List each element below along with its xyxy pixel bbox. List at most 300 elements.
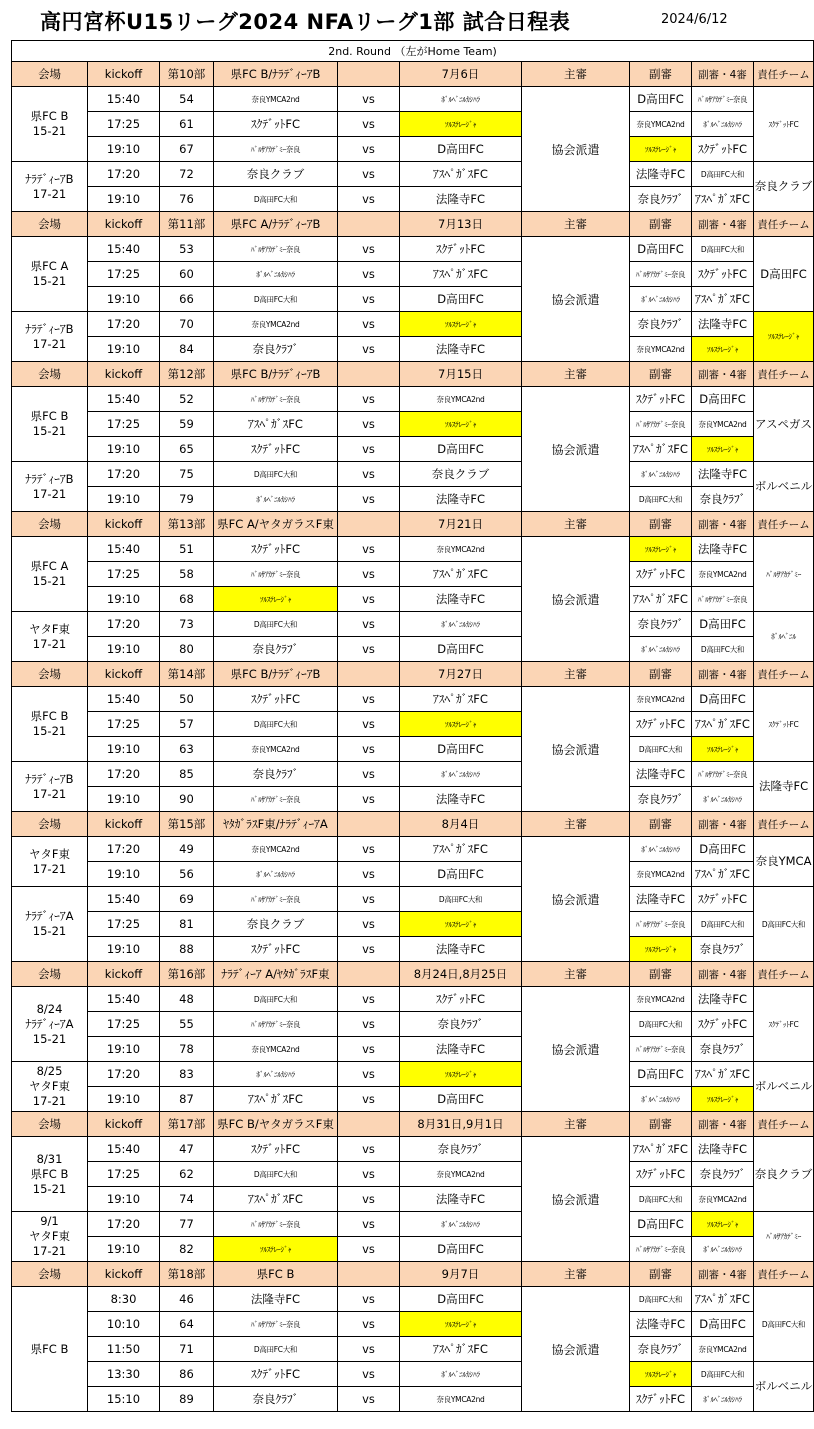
match-row <box>12 437 814 462</box>
home-team: ｽｸﾃﾞｯﾄFC <box>214 437 338 462</box>
venue-header: 会場 <box>12 1112 88 1137</box>
kickoff-time: 19:10 <box>88 337 160 362</box>
venue-header: 会場 <box>12 962 88 987</box>
away-team: D高田FC <box>400 862 522 887</box>
versus-label: vs <box>338 637 400 662</box>
assistant4-header: 副審・4審 <box>692 62 754 87</box>
match-number: 61 <box>160 112 214 137</box>
away-team: ｿﾙｽﾃﾚｰｼﾞｬ <box>400 412 522 437</box>
assistant-referee: D高田FC大和 <box>630 487 692 512</box>
match-number: 68 <box>160 587 214 612</box>
home-team: ﾊﾞﾙｻｱｶﾃﾞﾐｰ奈良 <box>214 562 338 587</box>
home-team: ｿﾙｽﾃﾚｰｼﾞｬ <box>214 587 338 612</box>
venue-cell <box>12 1212 88 1262</box>
venue-line: ﾅﾗﾃﾞｨｰｱA <box>25 1016 74 1031</box>
blank-header <box>338 362 400 387</box>
venue-header: 会場 <box>12 812 88 837</box>
assistant-header: 副審 <box>630 662 692 687</box>
venue-line: ﾅﾗﾃﾞｨｰｱA <box>25 909 74 923</box>
responsible-team: 奈良クラブ <box>754 162 814 212</box>
match-number: 65 <box>160 437 214 462</box>
versus-label: vs <box>338 237 400 262</box>
section-venues: ﾅﾗﾃﾞｨｰｱ A/ﾔﾀｶﾞﾗｽF東 <box>214 962 338 987</box>
home-team: ﾊﾞﾙｻｱｶﾃﾞﾐｰ奈良 <box>214 137 338 162</box>
section-header-row <box>12 1112 814 1137</box>
schedule-table <box>11 40 814 1412</box>
match-row <box>12 862 814 887</box>
match-row <box>12 837 814 862</box>
match-number: 66 <box>160 287 214 312</box>
referee-header: 主審 <box>522 362 630 387</box>
away-team: 法隆寺FC <box>400 587 522 612</box>
referee-cell: 協会派遣 <box>522 237 630 362</box>
versus-label: vs <box>338 287 400 312</box>
assistant-referee: ﾊﾞﾙｻｱｶﾃﾞﾐｰ奈良 <box>630 412 692 437</box>
kickoff-time: 19:10 <box>88 787 160 812</box>
venue-line: 県FC B <box>30 1166 69 1181</box>
section-date: 8月24日,8月25日 <box>400 962 522 987</box>
venue-line: ヤタF東 <box>29 1079 70 1093</box>
assistant-referee: ﾊﾞﾙｻｱｶﾃﾞﾐｰ奈良 <box>630 262 692 287</box>
responsible-team: 奈良クラブ <box>754 1137 814 1212</box>
assistant-referee: D高田FC <box>630 237 692 262</box>
fourth-official: ﾊﾞﾙｻｱｶﾃﾞﾐｰ奈良 <box>692 762 754 787</box>
home-team: ｱｽﾍﾟｶﾞｽFC <box>214 1187 338 1212</box>
versus-label: vs <box>338 187 400 212</box>
venue-cell <box>12 387 88 462</box>
fourth-official: ﾎﾞﾙﾍﾞﾆﾙｶｼﾊﾗ <box>692 1237 754 1262</box>
venue-header: 会場 <box>12 212 88 237</box>
home-team: D高田FC大和 <box>214 1337 338 1362</box>
kickoff-time: 17:25 <box>88 1162 160 1187</box>
venue-line: 県FC A <box>30 259 69 273</box>
kickoff-time: 17:25 <box>88 562 160 587</box>
assistant-referee: D高田FC <box>630 87 692 112</box>
home-team: 奈良ｸﾗﾌﾞ <box>214 1387 338 1412</box>
assistant-referee: ｿﾙｽﾃﾚｰｼﾞｬ <box>630 937 692 962</box>
referee-cell: 協会派遣 <box>522 687 630 812</box>
responsible-team: ﾊﾞﾙｻｱｶﾃﾞﾐｰ <box>754 1212 814 1262</box>
fourth-official: 法隆寺FC <box>692 462 754 487</box>
assistant-header: 副審 <box>630 1262 692 1287</box>
match-number: 72 <box>160 162 214 187</box>
section-header-row <box>12 662 814 687</box>
kickoff-time: 17:20 <box>88 162 160 187</box>
match-number: 69 <box>160 887 214 912</box>
home-team: ﾊﾞﾙｻｱｶﾃﾞﾐｰ奈良 <box>214 1312 338 1337</box>
home-team: ﾊﾞﾙｻｱｶﾃﾞﾐｰ奈良 <box>214 387 338 412</box>
assistant4-header: 副審・4審 <box>692 812 754 837</box>
away-team: D高田FC <box>400 637 522 662</box>
venue-line: 17-21 <box>32 486 67 501</box>
fourth-official: D高田FC <box>692 687 754 712</box>
home-team: D高田FC大和 <box>214 1162 338 1187</box>
assistant-referee: ｽｸﾃﾞｯﾄFC <box>630 712 692 737</box>
match-number: 46 <box>160 1287 214 1312</box>
home-team: 奈良ｸﾗﾌﾞ <box>214 637 338 662</box>
match-row <box>12 1062 814 1087</box>
blank-header <box>338 512 400 537</box>
venue-cell <box>12 462 88 512</box>
section-header-row <box>12 362 814 387</box>
assistant-referee: ｽｸﾃﾞｯﾄFC <box>630 1387 692 1412</box>
referee-cell: 協会派遣 <box>522 537 630 662</box>
section-header-row <box>12 512 814 537</box>
match-number: 58 <box>160 562 214 587</box>
match-number: 79 <box>160 487 214 512</box>
home-team: ﾎﾞﾙﾍﾞﾆﾙｶｼﾊﾗ <box>214 862 338 887</box>
assistant4-header: 副審・4審 <box>692 212 754 237</box>
fourth-official: 奈良ｸﾗﾌﾞ <box>692 1037 754 1062</box>
responsible-header: 責任チーム <box>754 662 814 687</box>
referee-header: 主審 <box>522 1262 630 1287</box>
away-team: ｿﾙｽﾃﾚｰｼﾞｬ <box>400 1312 522 1337</box>
away-team: 奈良クラブ <box>400 462 522 487</box>
versus-label: vs <box>338 1137 400 1162</box>
kickoff-header: kickoff <box>88 512 160 537</box>
fourth-official: ｽｸﾃﾞｯﾄFC <box>692 137 754 162</box>
assistant-referee: ｽｸﾃﾞｯﾄFC <box>630 562 692 587</box>
kickoff-time: 15:40 <box>88 1137 160 1162</box>
assistant-referee: ﾊﾞﾙｻｱｶﾃﾞﾐｰ奈良 <box>630 1037 692 1062</box>
fourth-official: 奈良YMCA2nd <box>692 412 754 437</box>
away-team: D高田FC <box>400 437 522 462</box>
section-date: 8月4日 <box>400 812 522 837</box>
match-number: 53 <box>160 237 214 262</box>
responsible-team: D高田FC大和 <box>754 1287 814 1362</box>
page-title: 高円宮杯U15リーグ2024 NFAリーグ1部 試合日程表 <box>40 10 571 34</box>
versus-label: vs <box>338 737 400 762</box>
assistant-referee: 奈良ｸﾗﾌﾞ <box>630 1337 692 1362</box>
assistant-referee: ﾊﾞﾙｻｱｶﾃﾞﾐｰ奈良 <box>630 1237 692 1262</box>
section-header-row <box>12 212 814 237</box>
assistant-header: 副審 <box>630 62 692 87</box>
fourth-official: 法隆寺FC <box>692 987 754 1012</box>
assistant-referee: D高田FC大和 <box>630 1287 692 1312</box>
responsible-team: アスペガス <box>754 387 814 462</box>
kickoff-time: 17:25 <box>88 912 160 937</box>
referee-header: 主審 <box>522 62 630 87</box>
kickoff-time: 17:25 <box>88 412 160 437</box>
away-team: ﾎﾞﾙﾍﾞﾆﾙｶｼﾊﾗ <box>400 1362 522 1387</box>
section-venues: 県FC B/ﾅﾗﾃﾞｨｰｱB <box>214 662 338 687</box>
venue-line: 15-21 <box>32 124 67 138</box>
kickoff-time: 19:10 <box>88 737 160 762</box>
section-header-row <box>12 1262 814 1287</box>
fourth-official: D高田FC <box>692 837 754 862</box>
match-row <box>12 937 814 962</box>
home-team: ｱｽﾍﾟｶﾞｽFC <box>214 1087 338 1112</box>
kickoff-time: 11:50 <box>88 1337 160 1362</box>
fourth-official: 奈良YMCA2nd <box>692 1337 754 1362</box>
match-number: 88 <box>160 937 214 962</box>
fourth-official: 奈良ｸﾗﾌﾞ <box>692 1162 754 1187</box>
assistant-header: 副審 <box>630 812 692 837</box>
blank-header <box>338 62 400 87</box>
kickoff-header: kickoff <box>88 812 160 837</box>
away-team: 奈良ｸﾗﾌﾞ <box>400 1012 522 1037</box>
fourth-official: D高田FC <box>692 387 754 412</box>
venue-cell <box>12 987 88 1062</box>
match-number: 70 <box>160 312 214 337</box>
assistant-referee: ﾊﾞﾙｻｱｶﾃﾞﾐｰ奈良 <box>630 912 692 937</box>
venue-line: 17-21 <box>32 336 67 351</box>
kickoff-time: 19:10 <box>88 487 160 512</box>
versus-label: vs <box>338 337 400 362</box>
kickoff-time: 19:10 <box>88 137 160 162</box>
responsible-team: ｽｸﾃﾞｯﾄFC <box>754 987 814 1062</box>
blank-header <box>338 1262 400 1287</box>
kickoff-time: 17:25 <box>88 262 160 287</box>
venue-line: ﾅﾗﾃﾞｨｰｱB <box>25 771 74 786</box>
home-team: 奈良YMCA2nd <box>214 1037 338 1062</box>
fourth-official: ｱｽﾍﾟｶﾞｽFC <box>692 1287 754 1312</box>
section-date: 7月13日 <box>400 212 522 237</box>
match-row <box>12 87 814 112</box>
match-number: 71 <box>160 1337 214 1362</box>
versus-label: vs <box>338 1212 400 1237</box>
blank-header <box>338 962 400 987</box>
versus-label: vs <box>338 137 400 162</box>
away-team: 奈良YMCA2nd <box>400 387 522 412</box>
match-row <box>12 637 814 662</box>
venue-header: 会場 <box>12 62 88 87</box>
fourth-official: ｱｽﾍﾟｶﾞｽFC <box>692 862 754 887</box>
blank-header <box>338 212 400 237</box>
versus-label: vs <box>338 1287 400 1312</box>
fourth-official: ｿﾙｽﾃﾚｰｼﾞｬ <box>692 737 754 762</box>
home-team: 法隆寺FC <box>214 1287 338 1312</box>
responsible-header: 責任チーム <box>754 1112 814 1137</box>
venue-line: ヤタF東 <box>29 1229 70 1243</box>
match-number: 89 <box>160 1387 214 1412</box>
assistant-referee: 奈良YMCA2nd <box>630 337 692 362</box>
home-team: 奈良ｸﾗﾌﾞ <box>214 762 338 787</box>
home-team: 奈良ｸﾗﾌﾞ <box>214 337 338 362</box>
versus-label: vs <box>338 837 400 862</box>
kickoff-time: 15:40 <box>88 237 160 262</box>
match-row <box>12 687 814 712</box>
versus-label: vs <box>338 262 400 287</box>
kickoff-time: 19:10 <box>88 637 160 662</box>
section-header-row <box>12 962 814 987</box>
match-row <box>12 387 814 412</box>
assistant-referee: 奈良ｸﾗﾌﾞ <box>630 612 692 637</box>
away-team: ｿﾙｽﾃﾚｰｼﾞｬ <box>400 912 522 937</box>
match-number: 82 <box>160 1237 214 1262</box>
assistant-referee: D高田FC大和 <box>630 1187 692 1212</box>
fourth-official: ｽｸﾃﾞｯﾄFC <box>692 1012 754 1037</box>
venue-line: ﾅﾗﾃﾞｨｰｱB <box>25 321 74 336</box>
away-team: D高田FC <box>400 137 522 162</box>
fourth-official: 奈良ｸﾗﾌﾞ <box>692 487 754 512</box>
match-row <box>12 312 814 337</box>
match-row <box>12 237 814 262</box>
venue-line: ﾅﾗﾃﾞｨｰｱB <box>25 471 74 486</box>
match-row <box>12 537 814 562</box>
home-team: ﾊﾞﾙｻｱｶﾃﾞﾐｰ奈良 <box>214 887 338 912</box>
venue-cell <box>12 87 88 162</box>
match-row <box>12 262 814 287</box>
blank-header <box>338 812 400 837</box>
match-row <box>12 137 814 162</box>
kickoff-time: 19:10 <box>88 1087 160 1112</box>
assistant-referee: ｱｽﾍﾟｶﾞｽFC <box>630 437 692 462</box>
kickoff-time: 17:20 <box>88 1062 160 1087</box>
versus-label: vs <box>338 1387 400 1412</box>
match-row <box>12 1312 814 1337</box>
venue-line: 17-21 <box>32 861 67 876</box>
versus-label: vs <box>338 1312 400 1337</box>
fourth-official: ﾊﾞﾙｻｱｶﾃﾞﾐｰ奈良 <box>692 587 754 612</box>
fourth-official: ﾎﾞﾙﾍﾞﾆﾙｶｼﾊﾗ <box>692 112 754 137</box>
match-row <box>12 162 814 187</box>
venue-cell <box>12 887 88 962</box>
home-team: 奈良YMCA2nd <box>214 837 338 862</box>
home-team: ﾊﾞﾙｻｱｶﾃﾞﾐｰ奈良 <box>214 1012 338 1037</box>
home-team: ｽｸﾃﾞｯﾄFC <box>214 112 338 137</box>
away-team: 法隆寺FC <box>400 937 522 962</box>
kickoff-time: 19:10 <box>88 862 160 887</box>
section-venues: 県FC B/ﾅﾗﾃﾞｨｰｱB <box>214 362 338 387</box>
kickoff-time: 15:10 <box>88 1387 160 1412</box>
away-team: 奈良YMCA2nd <box>400 1387 522 1412</box>
section-label: 第13部 <box>160 512 214 537</box>
match-number: 87 <box>160 1087 214 1112</box>
kickoff-header: kickoff <box>88 212 160 237</box>
assistant4-header: 副審・4審 <box>692 362 754 387</box>
kickoff-header: kickoff <box>88 362 160 387</box>
kickoff-time: 17:20 <box>88 462 160 487</box>
fourth-official: 奈良YMCA2nd <box>692 1187 754 1212</box>
versus-label: vs <box>338 762 400 787</box>
match-number: 56 <box>160 862 214 887</box>
match-row <box>12 787 814 812</box>
section-venues: 県FC A/ﾅﾗﾃﾞｨｰｱB <box>214 212 338 237</box>
venue-cell <box>12 687 88 762</box>
home-team: ｽｸﾃﾞｯﾄFC <box>214 537 338 562</box>
venue-line: ﾅﾗﾃﾞｨｰｱB <box>25 171 74 186</box>
fourth-official: D高田FC <box>692 1312 754 1337</box>
venue-header: 会場 <box>12 1262 88 1287</box>
home-team: ｽｸﾃﾞｯﾄFC <box>214 1362 338 1387</box>
assistant-referee: ﾎﾞﾙﾍﾞﾆﾙｶｼﾊﾗ <box>630 1087 692 1112</box>
match-row <box>12 1287 814 1312</box>
fourth-official: ｱｽﾍﾟｶﾞｽFC <box>692 187 754 212</box>
section-label: 第15部 <box>160 812 214 837</box>
responsible-team: ﾊﾞﾙｻｱｶﾃﾞﾐｰ <box>754 537 814 612</box>
fourth-official: D高田FC大和 <box>692 162 754 187</box>
match-row <box>12 412 814 437</box>
assistant-referee: ﾎﾞﾙﾍﾞﾆﾙｶｼﾊﾗ <box>630 837 692 862</box>
kickoff-time: 15:40 <box>88 887 160 912</box>
responsible-team: ボルベニル <box>754 1362 814 1412</box>
match-number: 55 <box>160 1012 214 1037</box>
section-label: 第18部 <box>160 1262 214 1287</box>
versus-label: vs <box>338 537 400 562</box>
home-team: ｽｸﾃﾞｯﾄFC <box>214 1137 338 1162</box>
versus-label: vs <box>338 687 400 712</box>
responsible-team: D高田FC <box>754 237 814 312</box>
versus-label: vs <box>338 887 400 912</box>
kickoff-time: 19:10 <box>88 587 160 612</box>
fourth-official: ｿﾙｽﾃﾚｰｼﾞｬ <box>692 437 754 462</box>
referee-cell: 協会派遣 <box>522 1137 630 1262</box>
match-row <box>12 737 814 762</box>
kickoff-header: kickoff <box>88 1262 160 1287</box>
home-team: ｿﾙｽﾃﾚｰｼﾞｬ <box>214 1237 338 1262</box>
kickoff-time: 15:40 <box>88 387 160 412</box>
section-date: 8月31日,9月1日 <box>400 1112 522 1137</box>
venue-cell <box>12 762 88 812</box>
document-date: 2024/6/12 <box>661 12 728 27</box>
assistant-referee: ｱｽﾍﾟｶﾞｽFC <box>630 587 692 612</box>
referee-cell: 協会派遣 <box>522 87 630 212</box>
assistant-referee: 奈良YMCA2nd <box>630 862 692 887</box>
assistant-referee: ｽｸﾃﾞｯﾄFC <box>630 1162 692 1187</box>
match-row <box>12 587 814 612</box>
versus-label: vs <box>338 862 400 887</box>
away-team: D高田FC大和 <box>400 887 522 912</box>
kickoff-time: 17:20 <box>88 762 160 787</box>
away-team: 奈良YMCA2nd <box>400 537 522 562</box>
versus-label: vs <box>338 1012 400 1037</box>
section-label: 第14部 <box>160 662 214 687</box>
match-number: 50 <box>160 687 214 712</box>
home-team: ﾎﾞﾙﾍﾞﾆﾙｶｼﾊﾗ <box>214 487 338 512</box>
away-team: 法隆寺FC <box>400 487 522 512</box>
section-label: 第16部 <box>160 962 214 987</box>
referee-header: 主審 <box>522 512 630 537</box>
match-number: 85 <box>160 762 214 787</box>
responsible-header: 責任チーム <box>754 362 814 387</box>
venue-line: 8/31 <box>36 1151 63 1166</box>
assistant-referee: 奈良ｸﾗﾌﾞ <box>630 312 692 337</box>
venue-line: 15-21 <box>32 424 67 438</box>
responsible-team: 奈良YMCA <box>754 837 814 887</box>
match-number: 74 <box>160 1187 214 1212</box>
home-team: 奈良YMCA2nd <box>214 312 338 337</box>
match-number: 77 <box>160 1212 214 1237</box>
away-team: 法隆寺FC <box>400 1187 522 1212</box>
assistant-referee: ｿﾙｽﾃﾚｰｼﾞｬ <box>630 137 692 162</box>
away-team: ｱｽﾍﾟｶﾞｽFC <box>400 262 522 287</box>
kickoff-header: kickoff <box>88 62 160 87</box>
fourth-official: D高田FC大和 <box>692 637 754 662</box>
assistant-referee: ｿﾙｽﾃﾚｰｼﾞｬ <box>630 537 692 562</box>
venue-line: 15-21 <box>32 1181 67 1196</box>
fourth-official: D高田FC大和 <box>692 1362 754 1387</box>
section-venues: 県FC B <box>214 1262 338 1287</box>
assistant4-header: 副審・4審 <box>692 662 754 687</box>
match-number: 67 <box>160 137 214 162</box>
versus-label: vs <box>338 787 400 812</box>
assistant4-header: 副審・4審 <box>692 1112 754 1137</box>
away-team: ｿﾙｽﾃﾚｰｼﾞｬ <box>400 1062 522 1087</box>
match-number: 73 <box>160 612 214 637</box>
responsible-header: 責任チーム <box>754 1262 814 1287</box>
responsible-team: ﾎﾞﾙﾍﾞﾆﾙ <box>754 612 814 662</box>
home-team: ﾎﾞﾙﾍﾞﾆﾙｶｼﾊﾗ <box>214 262 338 287</box>
responsible-header: 責任チーム <box>754 512 814 537</box>
assistant-referee: D高田FC <box>630 1062 692 1087</box>
venue-line: 県FC B <box>30 709 69 723</box>
assistant-referee: 奈良ｸﾗﾌﾞ <box>630 187 692 212</box>
home-team: ﾊﾞﾙｻｱｶﾃﾞﾐｰ奈良 <box>214 237 338 262</box>
assistant-header: 副審 <box>630 962 692 987</box>
venue-line: 県FC B <box>30 409 69 423</box>
section-venues: ﾔﾀｶﾞﾗｽF東/ﾅﾗﾃﾞｨｰｱA <box>214 812 338 837</box>
